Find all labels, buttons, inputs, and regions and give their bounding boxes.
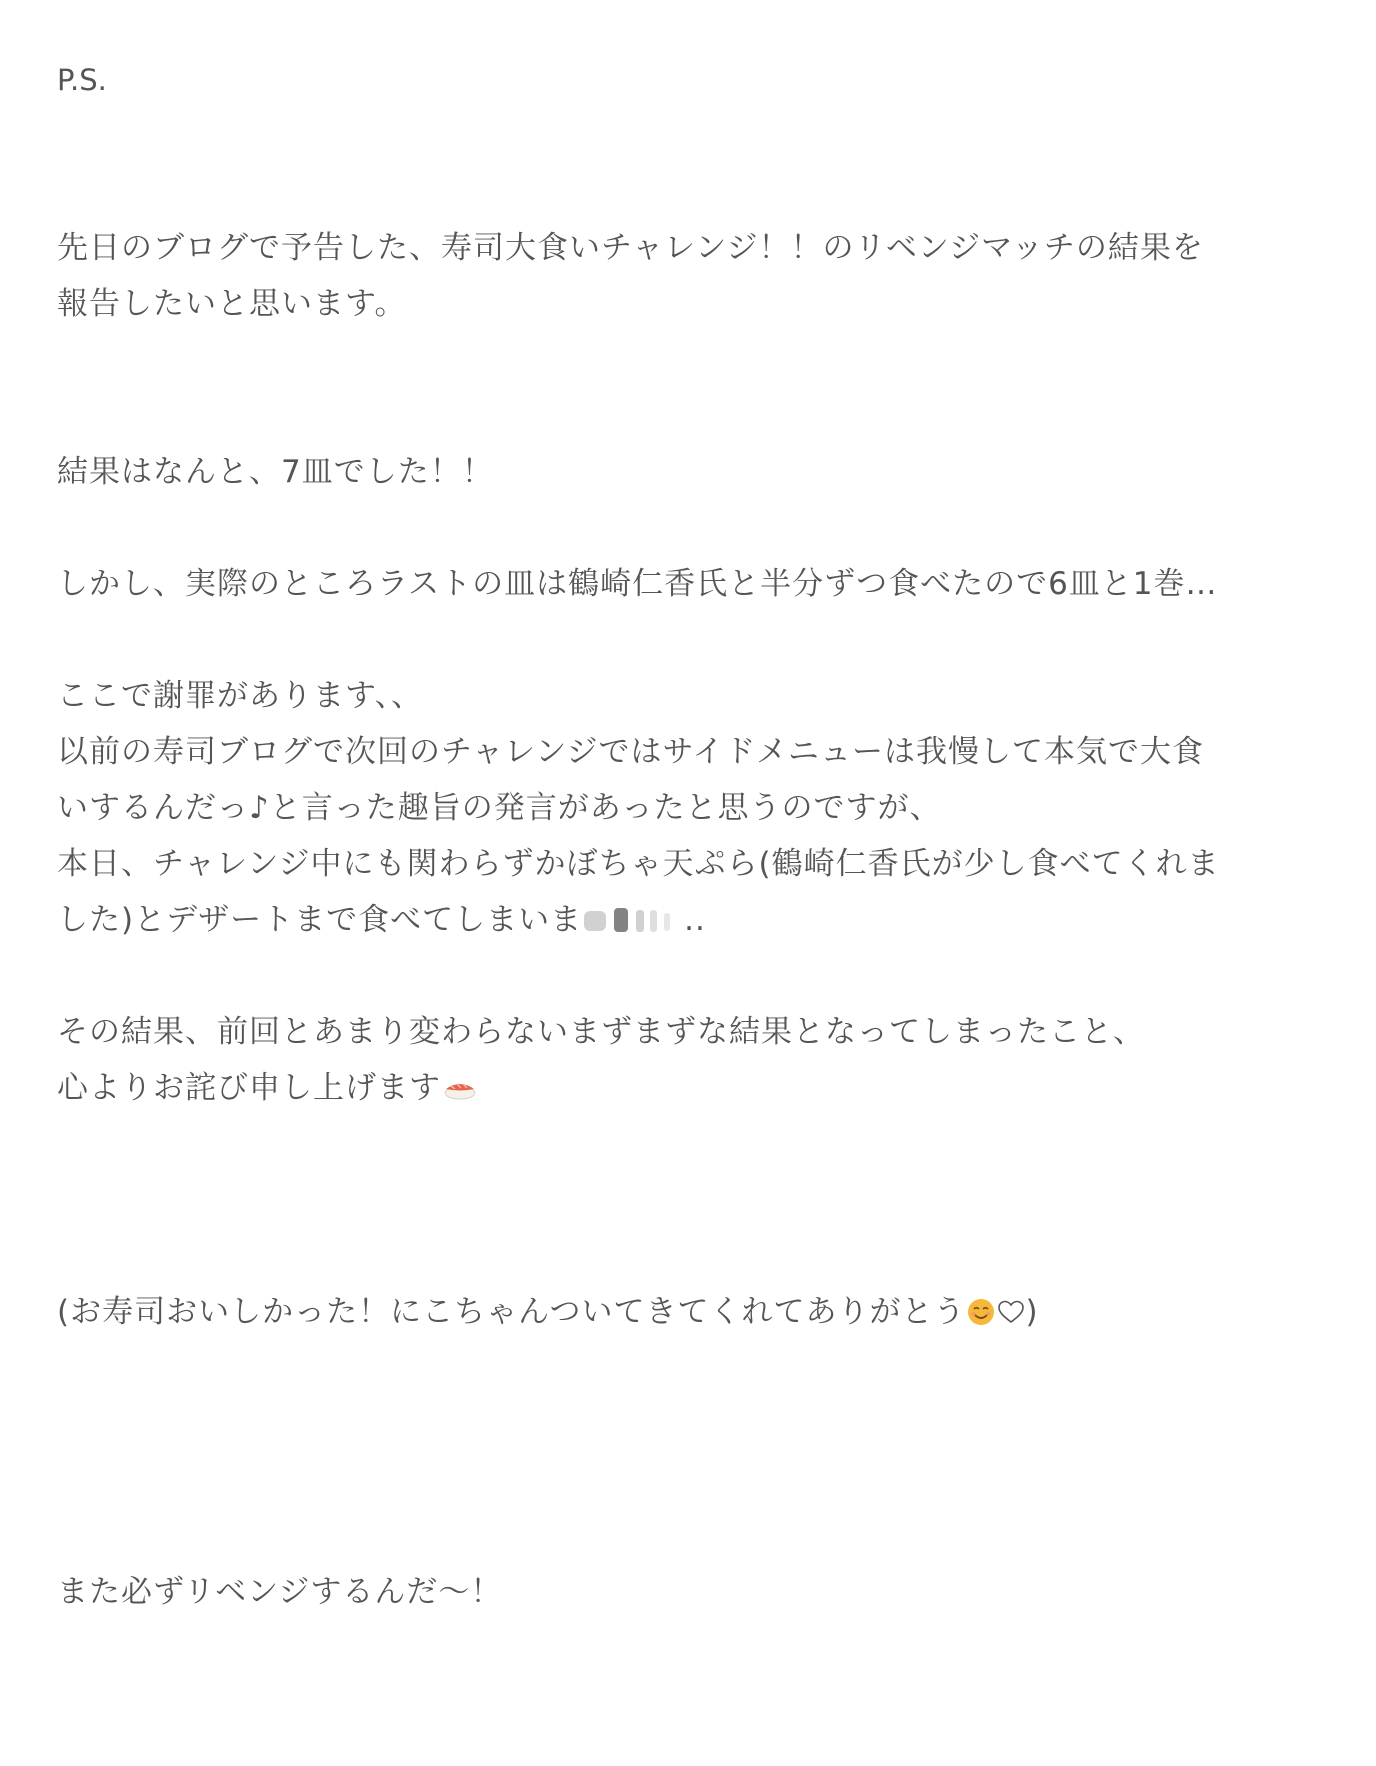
result-line: 結果はなんと、7皿でした！！ bbox=[57, 454, 494, 490]
apology-line-5-text: した)とデザートまで食べてしまいま bbox=[57, 902, 583, 938]
ps-label: P.S. bbox=[57, 63, 107, 97]
thanks-line bbox=[57, 1284, 1327, 1340]
apology-line-2: 以前の寿司ブログで次回のチャレンジではサイドメニューは我慢して本気で大食 bbox=[57, 734, 1205, 770]
intro-line-1: 先日のブログで予告した、寿司大食いチャレンジ！！のリベンジマッチの結果を bbox=[57, 230, 1204, 266]
however-line: しかし、実際のところラストの皿は鶴崎仁香氏と半分ずつ食べたので6皿と1巻… bbox=[57, 566, 1218, 602]
blog-article bbox=[57, 52, 1327, 1620]
intro-line-2: 報告したいと思います。 bbox=[57, 286, 407, 322]
blurred-emoji-icon bbox=[584, 897, 682, 927]
apology-line-3: いするんだっ♪と言った趣旨の発言があったと思うのですが、 bbox=[57, 790, 942, 826]
thanks-text: (お寿司おいしかった！にこちゃんついてきてくれてありがとう bbox=[57, 1294, 966, 1330]
consequence-line-2 bbox=[57, 1060, 1327, 1116]
heart-icon bbox=[997, 1287, 1025, 1313]
thanks-close: ) bbox=[1025, 1294, 1039, 1330]
apology-line-5 bbox=[57, 892, 1327, 948]
sushi-icon bbox=[443, 1062, 477, 1084]
smile-icon bbox=[966, 1289, 996, 1319]
consequence-line-2-text: 心よりお詫び申し上げます bbox=[57, 1070, 441, 1106]
apology-line-1: ここで謝罪があります、、 bbox=[57, 678, 424, 714]
closing-line: また必ずリベンジするんだ〜！ bbox=[57, 1574, 503, 1610]
apology-line-4: 本日、チャレンジ中にも関わらずかぼちゃ天ぷら(鶴崎仁香氏が少し食べてくれま bbox=[57, 846, 1220, 882]
apology-line-5-ellipsis: .. bbox=[684, 902, 706, 938]
consequence-line-1: その結果、前回とあまり変わらないまずまずな結果となってしまったこと、 bbox=[57, 1014, 1145, 1050]
